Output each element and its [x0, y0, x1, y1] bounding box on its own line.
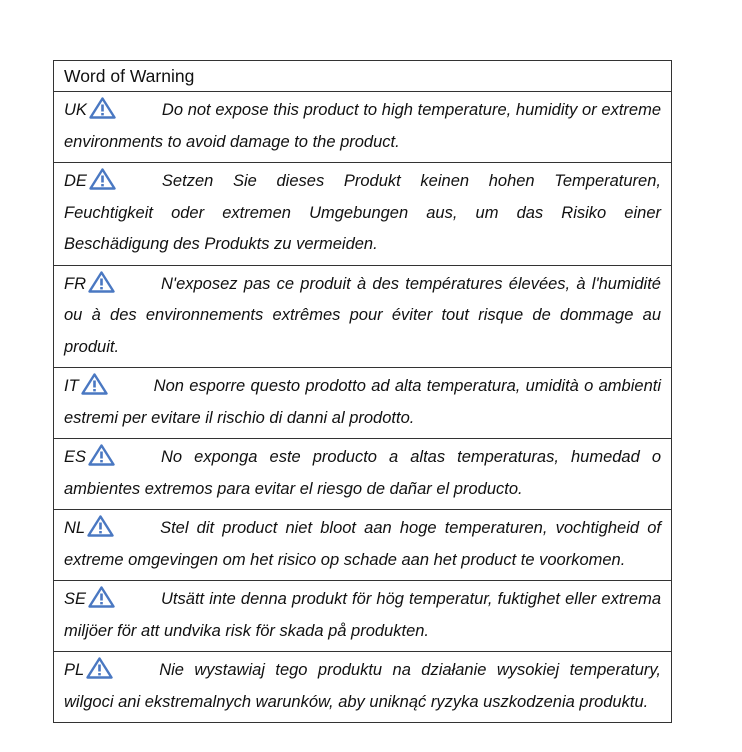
warning-row-nl — [54, 510, 671, 581]
warning-text: Do not expose this product to high temperature, humidity or extreme environments to avoid damage to the product. — [64, 101, 661, 151]
warning-row-pl — [54, 652, 671, 722]
warning-row-de — [54, 163, 671, 266]
warning-triangle-icon — [89, 168, 116, 190]
language-code: PL — [64, 661, 85, 679]
warning-triangle-icon — [88, 271, 115, 293]
warning-triangle-icon — [86, 657, 113, 679]
warning-row-it — [54, 368, 671, 439]
warning-triangle-icon — [81, 373, 108, 395]
warning-triangle-icon — [88, 586, 115, 608]
warning-triangle-icon — [87, 515, 114, 537]
warning-row-se — [54, 581, 671, 652]
warning-text: Utsätt inte denna produkt för hög temperatur, fuktighet eller extrema miljöer för att undvika risk för skada på produkten. — [64, 590, 661, 640]
language-code: SE — [64, 590, 87, 608]
warning-text: No exponga este producto a altas temperaturas, humedad o ambientes extremos para evitar el riesgo de dañar el producto. — [64, 448, 661, 498]
warning-text: N'exposez pas ce produit à des températures élevées, à l'humidité ou à des environnements extrêmes pour éviter tout risque de dommage au produit. — [64, 274, 661, 356]
warning-triangle-icon — [88, 444, 115, 466]
table-title: Word of Warning — [54, 61, 671, 92]
language-code: NL — [64, 519, 86, 537]
language-code: UK — [64, 101, 87, 119]
warning-text: Non esporre questo prodotto ad alta temperatura, umidità o ambienti estremi per evitare il rischio di danni al prodotto. — [64, 377, 661, 427]
language-code: IT — [64, 377, 79, 395]
language-code: ES — [64, 448, 87, 466]
warning-row-es — [54, 439, 671, 510]
language-code: DE — [64, 172, 87, 190]
warning-row-uk — [54, 92, 671, 163]
warning-table — [53, 60, 672, 723]
language-code: FR — [64, 274, 86, 293]
warning-text: Nie wystawiaj tego produktu na działanie wysokiej temperatury, wilgoci ani ekstremalnych warunków, aby uniknąć ryzyka uszkodzenia produktu. — [64, 661, 661, 711]
warning-row-fr — [54, 266, 671, 369]
warning-text: Setzen Sie dieses Produkt keinen hohen Temperaturen, Feuchtigkeit oder extremen Umgebungen aus, um das Risiko einer Beschädigung des Produkts zu vermeiden. — [64, 172, 661, 253]
warning-text: Stel dit product niet bloot aan hoge temperaturen, vochtigheid of extreme omgevingen om het risico op schade aan het product te voorkomen. — [64, 519, 661, 569]
warning-triangle-icon — [89, 97, 116, 119]
